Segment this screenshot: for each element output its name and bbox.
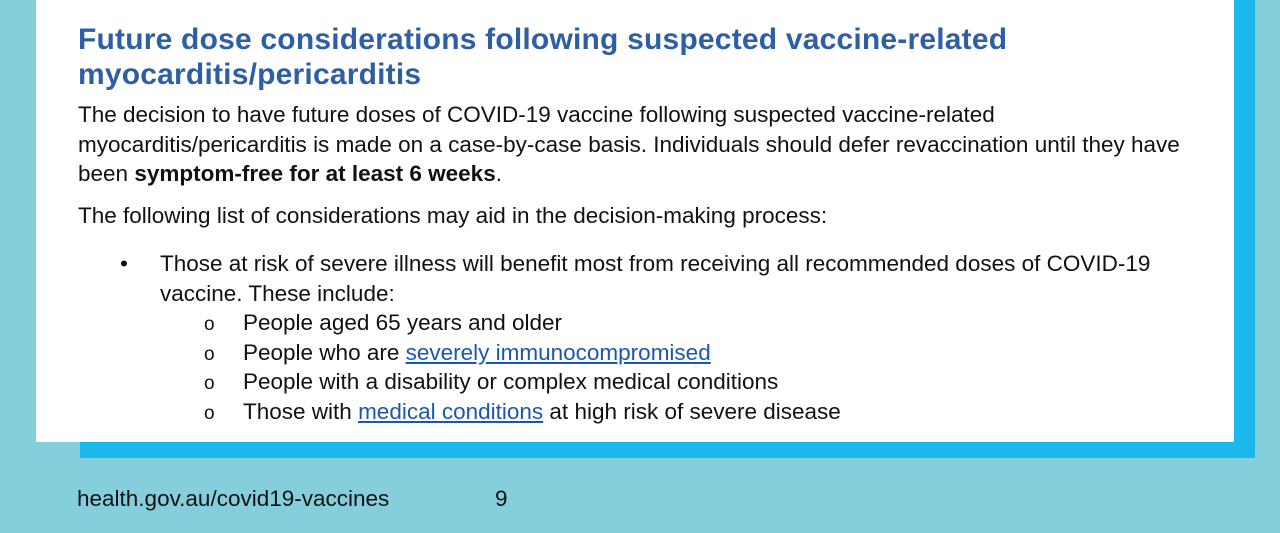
list-item-text: Those at risk of severe illness will benefit most from receiving all recommended doses of COVID-19 vaccine. These include: [160, 251, 1151, 306]
sub-bullet-marker: o [204, 343, 215, 365]
page-number: 9 [495, 486, 508, 511]
list-item [160, 367, 1194, 397]
decision-text-end: . [495, 161, 502, 186]
considerations-intro: The following list of considerations may aid in the decision-making process: [78, 202, 828, 228]
sub-bullet-marker: o [204, 402, 215, 424]
footer-url: health.gov.au/covid19-vaccines [77, 486, 390, 511]
list-item [160, 397, 1194, 427]
page-title: Future dose considerations following suspected vaccine-related myocarditis/pericarditis [78, 23, 1008, 91]
severely-immunocompromised-link[interactable]: severely immunocompromised [405, 339, 711, 365]
sub-bullet-marker: o [204, 314, 215, 335]
list-item [160, 338, 1194, 368]
list-item-text: People with a disability or complex medical conditions [243, 369, 779, 394]
list-item [78, 249, 1194, 426]
decision-paragraph [78, 100, 1194, 189]
list-item-text-end: at high risk of severe disease [543, 398, 841, 424]
list-item-text: Those with [243, 398, 359, 424]
decision-text: The decision to have future doses of COVID-19 vaccine following suspected vaccine-related myocarditis/pericarditis is made on a case-by-case basis. Individuals should defer revaccination until they have been [78, 102, 1180, 186]
symptom-free-emphasis: symptom-free for at least 6 weeks [134, 161, 496, 186]
medical-conditions-link[interactable]: medical conditions [358, 398, 544, 424]
bullet-marker: • [120, 251, 128, 276]
content-card [36, 0, 1234, 442]
list-item-text: People who are [243, 339, 406, 365]
risk-groups-list [160, 308, 1194, 426]
list-item [160, 308, 1194, 338]
sub-bullet-marker: o [204, 373, 215, 394]
considerations-list [78, 249, 1194, 426]
list-item-text: People aged 65 years and older [243, 310, 562, 335]
